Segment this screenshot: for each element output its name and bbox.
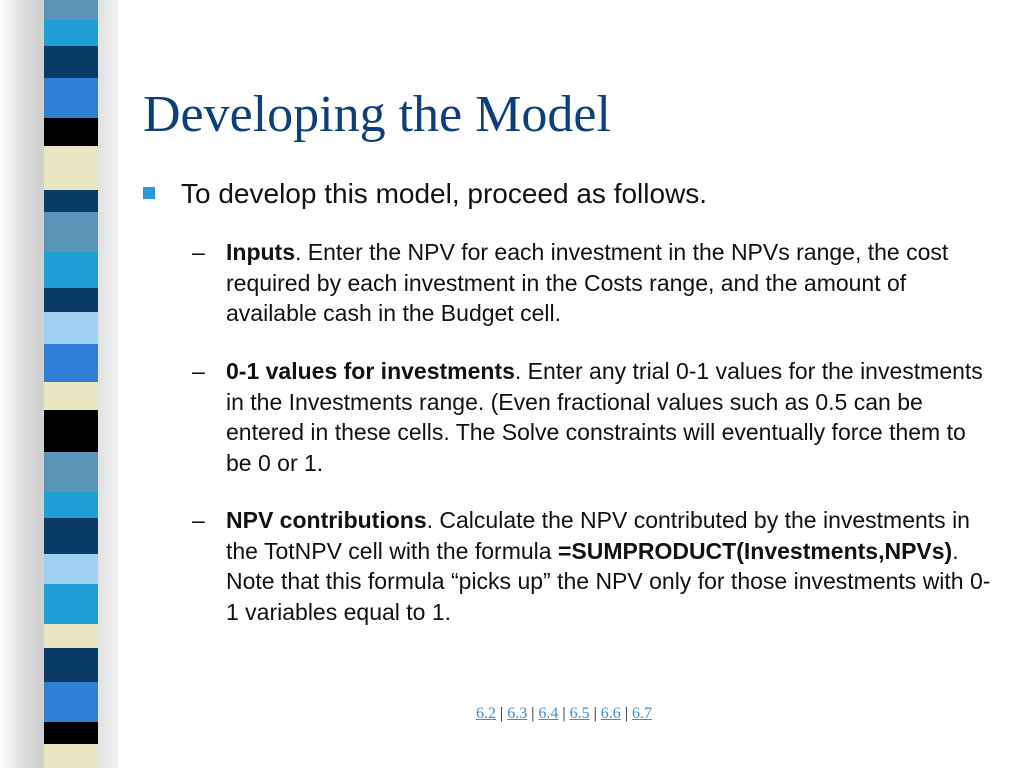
- stripe-band: [44, 288, 98, 312]
- stripe-band: [44, 648, 98, 682]
- main-bullet: [143, 176, 1003, 212]
- stripe-band: [44, 344, 98, 382]
- nav-link-6-3[interactable]: 6.3: [507, 705, 528, 722]
- stripe-band: [44, 212, 98, 252]
- nav-link-6-4[interactable]: 6.4: [538, 705, 559, 722]
- main-bullet-text: To develop this model, proceed as follows.: [181, 178, 708, 209]
- decorative-stripe-bar: [0, 0, 118, 768]
- nav-link-6-2[interactable]: 6.2: [475, 705, 496, 722]
- stripe-band: [44, 518, 98, 554]
- square-bullet-icon: [143, 187, 155, 199]
- slide-title: Developing the Model: [143, 86, 611, 143]
- dash-bullet: –: [192, 507, 205, 533]
- stripe-band: [44, 452, 98, 492]
- stripe-band: [44, 492, 98, 518]
- sub-item-text: . Enter the NPV for each investment in the NPVs range, the cost required by each investment in the Costs range, and the amount of available cash in the Budget cell.: [226, 239, 949, 326]
- sub-item-investments: [192, 356, 992, 478]
- stripe-band: [44, 554, 98, 584]
- sub-item-npv-contributions: [192, 505, 992, 627]
- sub-item-heading: NPV contributions: [226, 507, 427, 533]
- sub-item-heading: 0-1 values for investments: [226, 358, 515, 384]
- nav-link-6-7[interactable]: 6.7: [632, 705, 652, 722]
- stripe-band: [44, 744, 98, 768]
- sub-item-inputs: [192, 237, 992, 329]
- sub-item-heading: Inputs: [226, 239, 295, 265]
- stripe-band: [44, 20, 98, 46]
- stripe-band: [44, 382, 98, 410]
- nav-separator: |: [562, 705, 566, 722]
- dash-bullet: –: [192, 239, 205, 265]
- nav-separator: |: [531, 705, 535, 722]
- sub-item-text: . Calculate the NPV contributed by the investments in the TotNPV cell with the formula: [226, 507, 970, 564]
- nav-separator: |: [499, 705, 504, 722]
- sub-item-text: . Enter any trial 0-1 values for the investments in the Investments range. (Even fractional values such as 0.5 can be entered in these cells. The Solve constraints will eventually force them to be 0 or 1.: [226, 358, 983, 476]
- nav-link-6-6[interactable]: 6.6: [600, 705, 621, 722]
- nav-separator: |: [624, 705, 628, 722]
- stripe-band: [44, 118, 98, 146]
- formula-text: =SUMPRODUCT(Investments,NPVs): [557, 537, 953, 564]
- nav-separator: |: [593, 705, 597, 722]
- stripe-band: [44, 252, 98, 288]
- stripe-band: [44, 624, 98, 648]
- stripe-band: [44, 410, 98, 452]
- sub-item-text-continued: . Note that this formula “picks up” the NPV only for those investments with 0-1 variables equal to 1.: [226, 537, 991, 625]
- sub-item-body: [226, 505, 992, 627]
- dash-bullet: –: [192, 358, 205, 384]
- footer-nav: [0, 705, 1024, 723]
- nav-link-6-5[interactable]: 6.5: [569, 705, 590, 722]
- stripe-band: [44, 78, 98, 118]
- stripe-band: [44, 146, 98, 190]
- stripe-band: [44, 190, 98, 212]
- stripe-band: [44, 0, 98, 20]
- stripe-band: [44, 722, 98, 744]
- stripe-band: [44, 584, 98, 624]
- sub-item-body: [226, 237, 992, 329]
- stripe-band: [44, 46, 98, 78]
- stripe-band: [44, 312, 98, 344]
- stripe-column: [44, 0, 98, 768]
- sub-item-body: [226, 356, 992, 478]
